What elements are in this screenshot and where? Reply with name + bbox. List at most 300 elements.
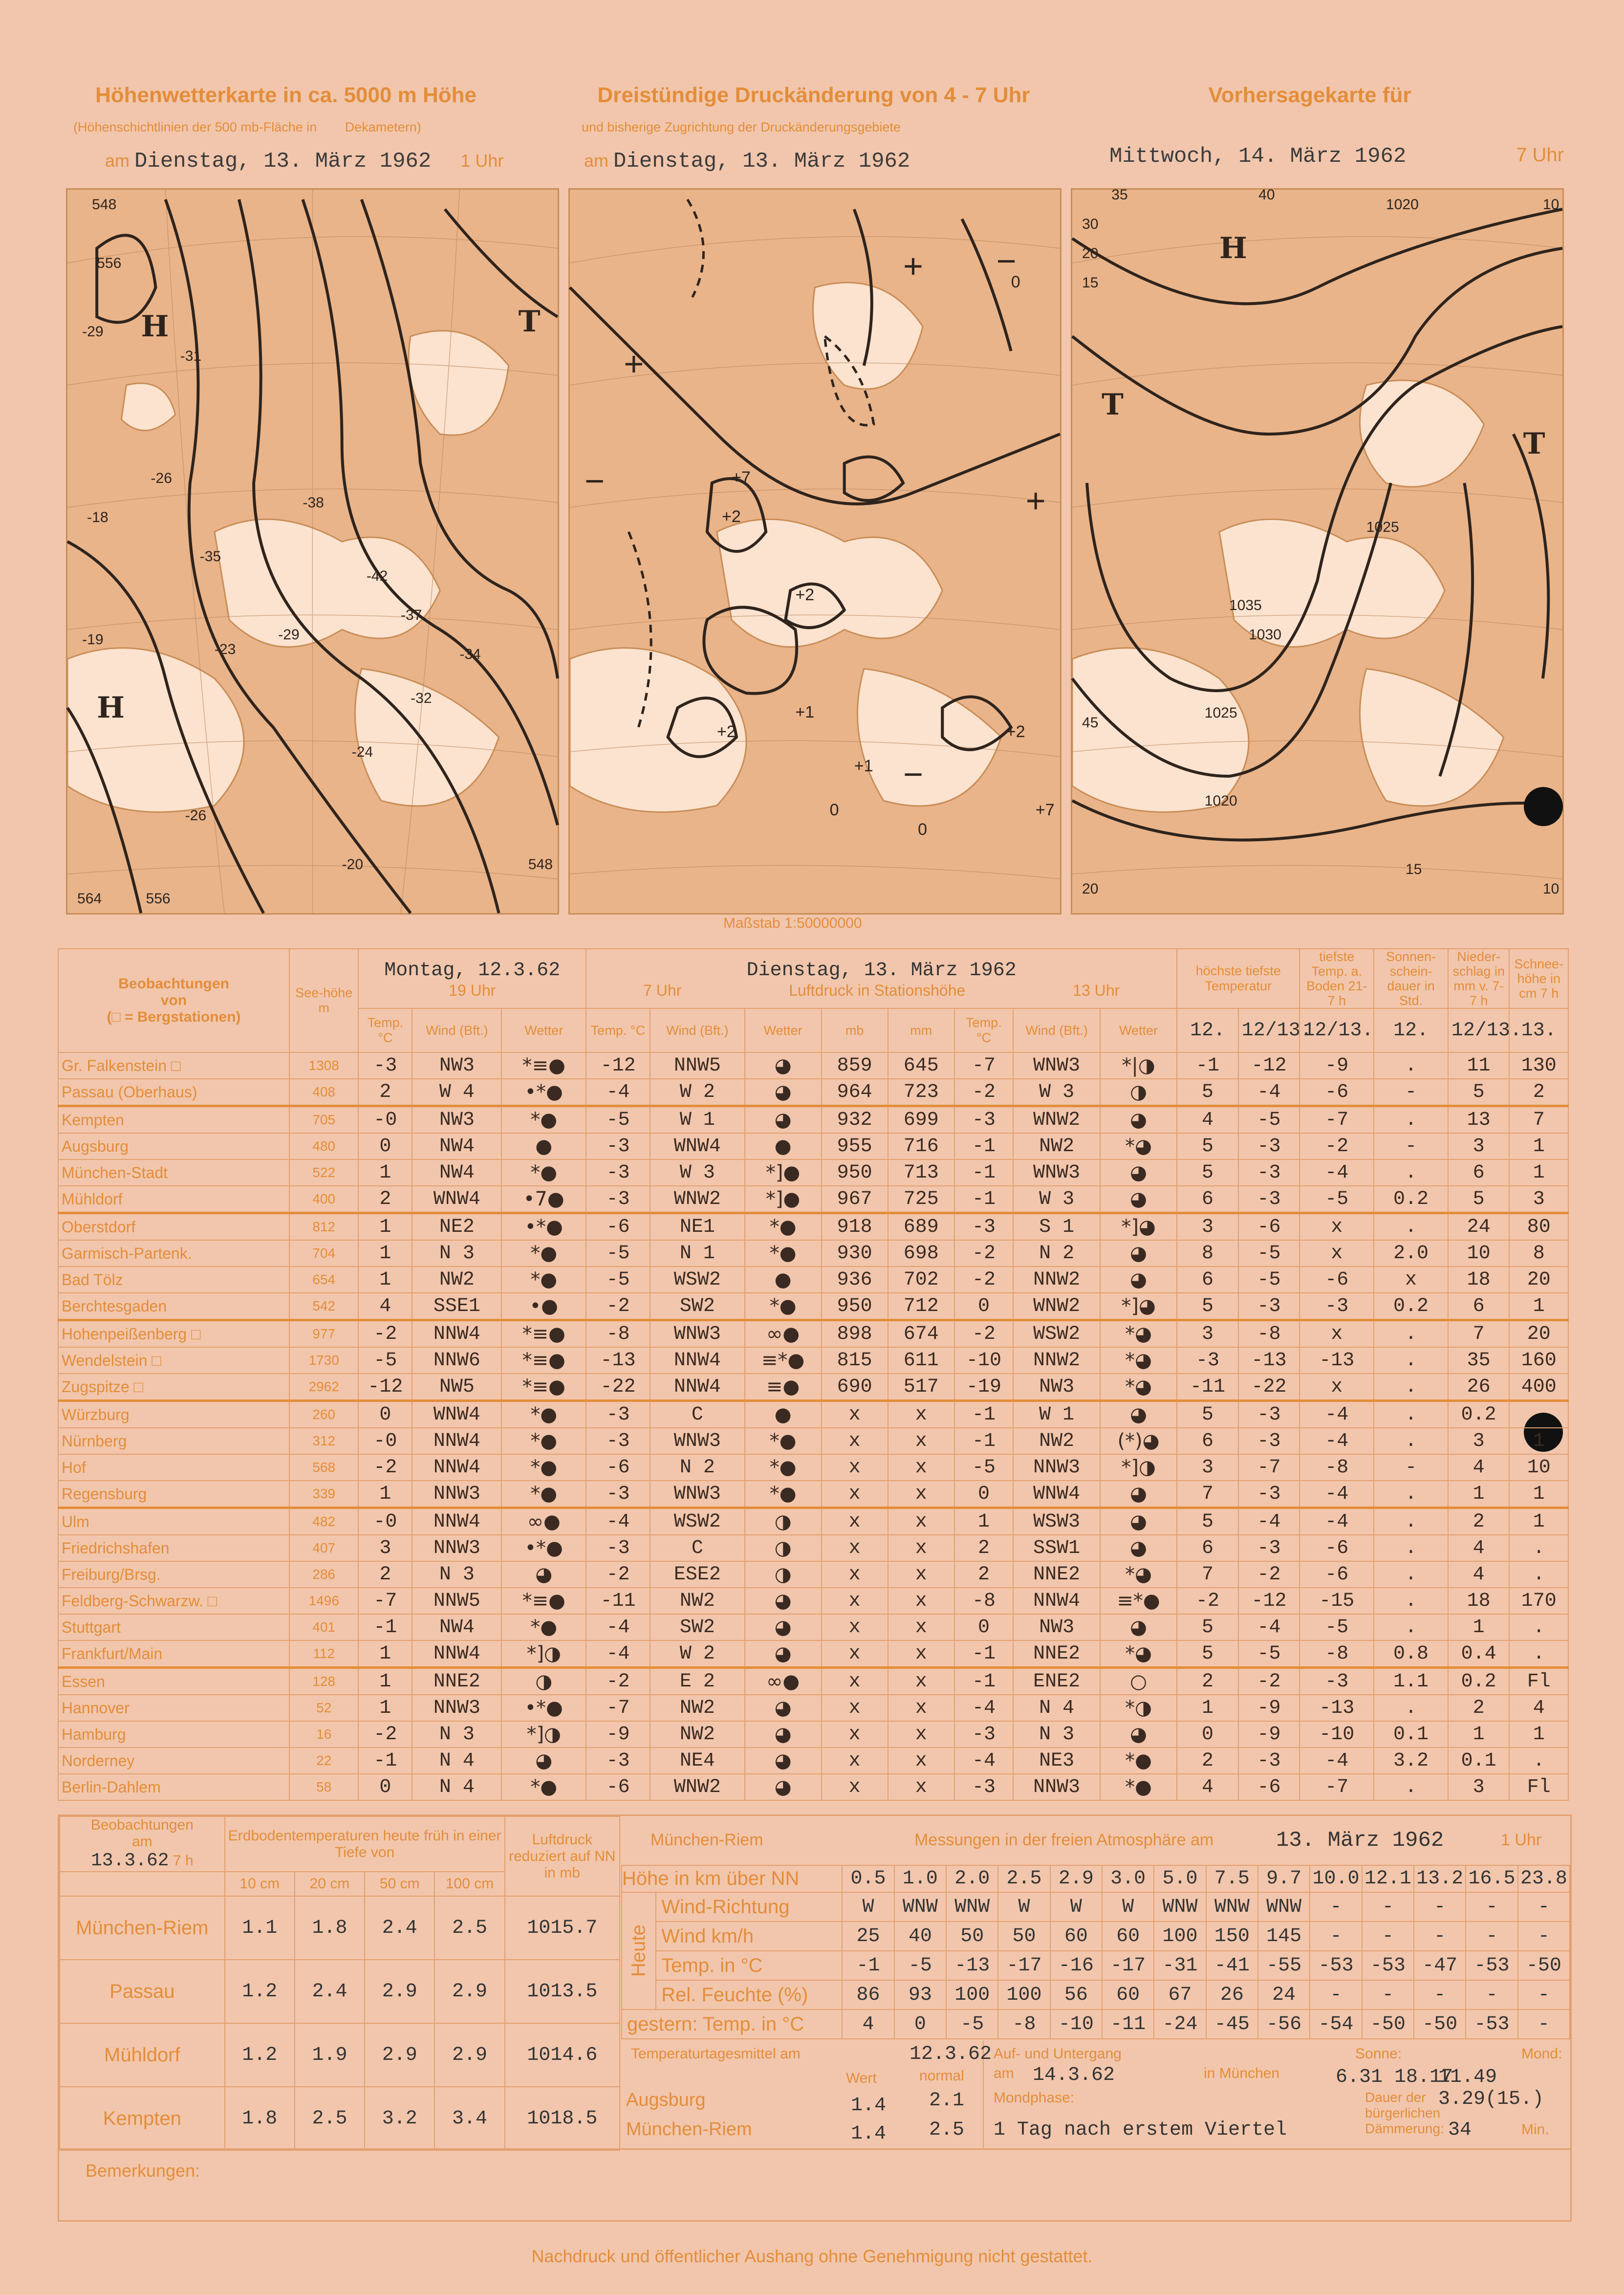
station-son: x	[1374, 1267, 1448, 1293]
ua-height: 2.9	[1050, 1865, 1102, 1892]
station-p2: x	[888, 1614, 954, 1640]
upper-air-title: Messungen in der freien Atmosphäre am	[914, 1831, 1214, 1849]
station-x3: *◕	[1100, 1133, 1177, 1159]
station-bod: -7	[1299, 1106, 1374, 1134]
station-x2: ◑	[745, 1561, 822, 1588]
station-t2: -7	[586, 1695, 650, 1721]
station-nie: 1	[1448, 1614, 1510, 1640]
station-sch: .	[1509, 1748, 1568, 1774]
station-t1: 1	[358, 1668, 412, 1695]
ua-value: -11	[1102, 2010, 1154, 2039]
svg-text:564: 564	[77, 891, 102, 907]
station-row	[58, 1561, 1568, 1588]
station-name: Hannover	[58, 1695, 289, 1721]
station-w2: NW2	[650, 1588, 745, 1614]
ua-value: 150	[1206, 1922, 1258, 1951]
station-t1: -2	[358, 1721, 412, 1748]
station-t1: 1	[358, 1640, 412, 1668]
station-sch: 400	[1509, 1374, 1568, 1401]
station-t1: -7	[358, 1588, 412, 1614]
station-x2: ◕	[745, 1614, 822, 1640]
soil-luft-title: Luftdruck reduziert auf NN in mb	[509, 1831, 616, 1881]
station-min: -12	[1238, 1588, 1300, 1614]
station-x3: *|◑	[1100, 1052, 1177, 1079]
station-w1: N 3	[412, 1721, 501, 1748]
tagesmittel-box	[621, 2041, 992, 2148]
station-nie: 24	[1448, 1213, 1510, 1241]
tagesmittel-date: 12.3.62	[909, 2043, 992, 2065]
ua-value: -54	[1310, 2010, 1362, 2039]
station-w3: NNW4	[1013, 1588, 1100, 1614]
station-w1: N 3	[412, 1240, 501, 1267]
station-name: Essen	[58, 1668, 289, 1695]
station-sch: 170	[1509, 1588, 1568, 1614]
station-max: 5	[1177, 1159, 1238, 1186]
station-bod: -6	[1299, 1535, 1374, 1561]
station-t3: -10	[954, 1347, 1013, 1374]
station-x2: ◕	[745, 1079, 822, 1106]
station-bod: x	[1299, 1320, 1374, 1348]
station-x2: ◑	[745, 1535, 822, 1561]
station-h: 407	[289, 1535, 358, 1561]
soil-station: Mühldorf	[60, 2023, 225, 2087]
station-w1: N 3	[412, 1561, 501, 1588]
station-w1: NNW4	[412, 1640, 501, 1668]
soil-date: 13.3.62	[90, 1850, 169, 1871]
station-row	[58, 1588, 1568, 1614]
soil-temp: 2.9	[434, 1960, 504, 2023]
station-max: 5	[1177, 1133, 1238, 1159]
ua-value: 60	[1050, 1922, 1102, 1951]
station-row	[58, 1481, 1568, 1508]
station-p1: x	[822, 1401, 888, 1428]
station-min: -5	[1238, 1267, 1300, 1293]
station-min: -22	[1238, 1374, 1300, 1401]
svg-text:20: 20	[1082, 245, 1099, 262]
station-son: .	[1374, 1774, 1448, 1800]
station-name: Gr. Falkenstein □	[58, 1052, 289, 1079]
station-min: -9	[1238, 1695, 1300, 1721]
map1-title: Höhenwetterkarte in ca. 5000 m Höhe	[95, 83, 477, 107]
map1-date-line	[105, 149, 503, 174]
station-row	[58, 1428, 1568, 1454]
ua-value: WNW	[1206, 1892, 1258, 1922]
ua-value: -	[1310, 1922, 1362, 1951]
station-x3: ◕	[1100, 1535, 1177, 1561]
svg-text:556: 556	[146, 891, 171, 907]
station-w1: NW4	[412, 1614, 501, 1640]
station-row	[58, 1695, 1568, 1721]
station-max: 7	[1177, 1561, 1238, 1588]
station-bod: -6	[1299, 1079, 1374, 1106]
station-name: Berchtesgaden	[58, 1293, 289, 1320]
ua-value: -53	[1310, 1951, 1362, 1980]
station-min: -9	[1238, 1721, 1300, 1748]
station-t1: 1	[358, 1213, 412, 1241]
soil-luft-header	[505, 1816, 620, 1896]
station-w3: NNW3	[1013, 1774, 1100, 1800]
station-sch: 1	[1509, 1133, 1568, 1159]
hdr-mb: mb	[822, 1008, 888, 1052]
soil-date-line	[60, 1850, 224, 1871]
ua-height: 7.5	[1206, 1865, 1258, 1892]
station-p2: 716	[888, 1133, 954, 1159]
ua-value: -	[1362, 1922, 1414, 1951]
station-p2: x	[888, 1748, 954, 1774]
ua-value: -56	[1258, 2010, 1310, 2039]
soil-depth-50: 50 cm	[365, 1872, 434, 1896]
station-x1: *●	[501, 1481, 586, 1508]
station-x2: ◕	[745, 1695, 822, 1721]
map2-subtitle: und bisherige Zugrichtung der Druckänderungsgebiete	[582, 120, 901, 134]
station-bod: x	[1299, 1374, 1374, 1401]
hdr-temp-1: Temp. °C	[358, 1008, 412, 1052]
ua-row-label: Wind-Richtung	[656, 1892, 842, 1922]
station-t3: -1	[954, 1159, 1013, 1186]
station-row	[58, 1293, 1568, 1320]
station-w1: SSE1	[412, 1293, 501, 1320]
station-bod: -4	[1299, 1481, 1374, 1508]
station-x3: ◕	[1100, 1106, 1177, 1134]
ua-value: -	[1310, 1980, 1362, 2010]
station-min: -3	[1238, 1186, 1300, 1213]
tagesmittel-riem-wert: 1.4	[851, 2123, 887, 2145]
svg-text:+7: +7	[1035, 801, 1055, 819]
station-w3: NW3	[1013, 1614, 1100, 1640]
station-t3: -7	[954, 1052, 1013, 1079]
tagesmittel-normal-hdr: normal	[919, 2068, 964, 2084]
ua-row	[622, 1922, 1570, 1951]
station-row	[58, 1186, 1568, 1213]
station-h: 401	[289, 1614, 358, 1640]
station-x2: *●	[745, 1454, 822, 1481]
station-t2: -2	[586, 1293, 650, 1320]
station-bod: -5	[1299, 1614, 1374, 1640]
station-w2: W 1	[650, 1106, 745, 1134]
station-w1: WNW4	[412, 1186, 501, 1213]
station-name: Ulm	[58, 1508, 289, 1535]
header-stations	[58, 949, 289, 1052]
station-name: Hamburg	[58, 1721, 289, 1748]
station-t2: -6	[586, 1774, 650, 1800]
station-row	[58, 1454, 1568, 1481]
ua-value: WNW	[946, 1892, 998, 1922]
station-x2: ≡●	[745, 1374, 822, 1401]
station-min: -5	[1238, 1640, 1300, 1668]
hdr-d13: 13.	[1509, 1008, 1568, 1052]
hdr-mm: mm	[888, 1008, 954, 1052]
soil-blank	[60, 1872, 225, 1896]
station-nie: 2	[1448, 1508, 1510, 1535]
hdr-von: von	[160, 992, 187, 1008]
station-name: Mühldorf	[58, 1186, 289, 1213]
station-p1: 898	[822, 1320, 888, 1348]
ua-value: -	[1362, 1892, 1414, 1922]
soil-erd-title: Erdbodentemperaturen heute früh in einer Tiefe von	[228, 1827, 501, 1860]
header-seehoehe	[289, 949, 358, 1052]
station-nie: 13	[1448, 1106, 1510, 1134]
station-w2: WNW4	[650, 1133, 745, 1159]
station-son: .	[1374, 1695, 1448, 1721]
station-row	[58, 1052, 1568, 1079]
station-nie: 35	[1448, 1347, 1510, 1374]
ua-height: 16.5	[1466, 1865, 1517, 1892]
station-p2: x	[888, 1454, 954, 1481]
station-p1: 936	[822, 1267, 888, 1293]
map3-time: 7 Uhr	[1516, 144, 1564, 166]
station-w2: C	[650, 1535, 745, 1561]
station-w1: NNW4	[412, 1428, 501, 1454]
station-p1: x	[822, 1640, 888, 1668]
soil-temp: 2.5	[295, 2087, 365, 2150]
station-max: 4	[1177, 1774, 1238, 1800]
station-t1: -2	[358, 1320, 412, 1348]
station-w3: N 2	[1013, 1240, 1100, 1267]
station-x2: ●	[745, 1267, 822, 1293]
svg-text:H: H	[97, 691, 125, 725]
station-t1: 1	[358, 1267, 412, 1293]
ua-row-label: Rel. Feuchte (%)	[656, 1980, 842, 2010]
map1-date: Dienstag, 13. März 1962	[134, 149, 432, 174]
station-x1: ◑	[501, 1668, 586, 1695]
station-x2: *●	[745, 1293, 822, 1320]
station-x1: •*●	[501, 1079, 586, 1106]
svg-text:H: H	[1219, 231, 1247, 265]
station-x3: ◕	[1100, 1614, 1177, 1640]
station-sch: 8	[1509, 1240, 1568, 1267]
station-t3: -2	[954, 1267, 1013, 1293]
station-min: -5	[1238, 1240, 1300, 1267]
soil-row	[60, 1896, 620, 1960]
station-h: 52	[289, 1695, 358, 1721]
station-name: Feldberg-Schwarzw. □	[58, 1588, 289, 1614]
station-w2: NE4	[650, 1748, 745, 1774]
station-t2: -3	[586, 1186, 650, 1213]
station-w3: NW2	[1013, 1133, 1100, 1159]
svg-text:1025: 1025	[1366, 519, 1399, 535]
punch-hole	[1524, 787, 1563, 826]
map1-subtitle	[73, 120, 562, 135]
ua-row	[622, 1951, 1570, 1980]
soil-temp: 1.1	[225, 1896, 295, 1960]
station-t1: 2	[358, 1561, 412, 1588]
soil-pressure: 1013.5	[505, 1960, 620, 2023]
station-son: .	[1374, 1588, 1448, 1614]
ua-heute-label: Heute	[622, 1892, 656, 2010]
station-sch: 1	[1509, 1721, 1568, 1748]
station-h: 286	[289, 1561, 358, 1588]
ua-value: -5	[946, 2010, 998, 2039]
station-x3: *◕	[1100, 1374, 1177, 1401]
station-son: .	[1374, 1508, 1448, 1535]
header-tuesday	[586, 949, 1177, 1008]
station-min: -8	[1238, 1320, 1300, 1348]
svg-text:-29: -29	[278, 627, 300, 643]
station-son: 0.8	[1374, 1640, 1448, 1668]
hdr-seehoehe: See-höhe	[295, 985, 353, 1000]
ua-value: -1	[842, 1951, 894, 1980]
station-sch: Fl	[1509, 1668, 1568, 1695]
station-nie: 7	[1448, 1320, 1510, 1348]
station-x1: •●	[501, 1293, 586, 1320]
svg-text:T: T	[518, 305, 541, 339]
station-w3: WNW3	[1013, 1159, 1100, 1186]
station-x3: ◕	[1100, 1186, 1177, 1213]
ua-value: -10	[1050, 2010, 1102, 2039]
station-son: .	[1374, 1320, 1448, 1348]
hdr-temp-2: Temp. °C	[586, 1008, 650, 1052]
ua-value: -	[1518, 1980, 1570, 2010]
ua-height: 13.2	[1414, 1865, 1466, 1892]
station-name: Stuttgart	[58, 1614, 289, 1640]
ua-height: 9.7	[1258, 1865, 1310, 1892]
forecast-map	[1071, 188, 1564, 915]
soil-station: Passau	[60, 1960, 225, 2023]
tagesmittel-riem-normal: 2.5	[929, 2119, 965, 2141]
pressure-change-map	[568, 188, 1061, 915]
station-x3: ◕	[1100, 1401, 1177, 1428]
moon-label: Mond:	[1521, 2046, 1562, 2062]
station-w2: NNW4	[650, 1347, 745, 1374]
station-w2: N 1	[650, 1240, 745, 1267]
station-w3: WNW2	[1013, 1293, 1100, 1320]
ua-height: 5.0	[1154, 1865, 1206, 1892]
svg-text:+2: +2	[721, 507, 741, 526]
station-row	[58, 1640, 1568, 1668]
station-x2: ◕	[745, 1748, 822, 1774]
station-w2: W 2	[650, 1079, 745, 1106]
svg-text:0: 0	[918, 820, 928, 839]
hdr-d1213c: 12/13.	[1448, 1008, 1510, 1052]
station-row	[58, 1106, 1568, 1134]
station-t3: -3	[954, 1213, 1013, 1241]
hdr-wetter-2: Wetter	[745, 1008, 822, 1052]
station-w3: WNW3	[1013, 1052, 1100, 1079]
ua-value: 4	[842, 2010, 894, 2039]
soil-pressure: 1014.6	[505, 2023, 620, 2087]
ua-value: -	[1466, 1892, 1517, 1922]
station-max: 5	[1177, 1640, 1238, 1668]
station-h: 312	[289, 1428, 358, 1454]
station-bod: -8	[1299, 1640, 1374, 1668]
station-h: 522	[289, 1159, 358, 1186]
station-t2: -5	[586, 1267, 650, 1293]
ua-value: 50	[946, 1922, 998, 1951]
ua-value: -5	[894, 1951, 946, 1980]
hdr-hoechste: höchste tiefste	[1195, 963, 1281, 978]
station-x2: ●	[745, 1133, 822, 1159]
ua-value: WNW	[894, 1892, 946, 1922]
soil-rows	[60, 1896, 620, 2150]
station-t1: -2	[358, 1454, 412, 1481]
upper-air-station: München-Riem	[650, 1831, 763, 1849]
station-bod: -10	[1299, 1721, 1374, 1748]
map-scale: Maßstab 1:50000000	[723, 915, 862, 931]
remarks-box	[58, 2147, 1572, 2222]
station-w3: N 4	[1013, 1695, 1100, 1721]
station-t3: -2	[954, 1079, 1013, 1106]
station-x2: ∞●	[745, 1320, 822, 1348]
station-p1: 815	[822, 1347, 888, 1374]
station-sch: .	[1509, 1535, 1568, 1561]
station-t1: 0	[358, 1133, 412, 1159]
station-t3: -19	[954, 1374, 1013, 1401]
station-h: 408	[289, 1079, 358, 1106]
station-name: Zugspitze □	[58, 1374, 289, 1401]
station-bod: -8	[1299, 1454, 1374, 1481]
daemmerung-label: Dauer der bürgerlichen Dämmerung:	[1365, 2090, 1444, 2136]
hdr-die-times	[589, 982, 1173, 1000]
station-h: 704	[289, 1240, 358, 1267]
station-row	[58, 1721, 1568, 1748]
station-t2: -3	[586, 1481, 650, 1508]
station-h: 400	[289, 1186, 358, 1213]
svg-text:+2: +2	[716, 722, 736, 741]
station-x3: ◕	[1100, 1481, 1177, 1508]
station-sch: .	[1509, 1614, 1568, 1640]
station-p1: x	[822, 1481, 888, 1508]
station-p2: x	[888, 1508, 954, 1535]
map2-date: Dienstag, 13. März 1962	[613, 149, 910, 174]
soil-temp: 1.9	[295, 2023, 365, 2087]
station-name: Oberstdorf	[58, 1213, 289, 1241]
station-sch: 3	[1509, 1186, 1568, 1213]
station-son: .	[1374, 1159, 1448, 1186]
station-son: -	[1374, 1079, 1448, 1106]
map2-date-line	[584, 149, 910, 174]
station-son: .	[1374, 1535, 1448, 1561]
station-x3: ≡*●	[1100, 1588, 1177, 1614]
station-son: .	[1374, 1106, 1448, 1134]
station-t1: 4	[358, 1293, 412, 1320]
station-son: .	[1374, 1052, 1448, 1079]
lower-section	[58, 1814, 1572, 2150]
station-nie: 11	[1448, 1052, 1510, 1079]
ua-value: W	[1050, 1892, 1102, 1922]
soil-station: Kempten	[60, 2087, 225, 2150]
sun-am: am	[994, 2065, 1014, 2081]
station-t1: 0	[358, 1774, 412, 1800]
station-nie: 18	[1448, 1267, 1510, 1293]
daemmerung-value: 34	[1448, 2119, 1472, 2141]
hdr-die-7: 7 Uhr	[643, 981, 682, 999]
ua-value: 56	[1050, 1980, 1102, 2010]
soil-depth-10: 10 cm	[225, 1872, 295, 1896]
soil-temp: 2.5	[434, 1896, 504, 1960]
ua-value: WNW	[1258, 1892, 1310, 1922]
station-row	[58, 1508, 1568, 1535]
station-nie: 6	[1448, 1293, 1510, 1320]
station-x1: *●	[501, 1106, 586, 1134]
station-max: 3	[1177, 1320, 1238, 1348]
soil-temp: 1.8	[295, 1896, 365, 1960]
svg-text:-19: -19	[82, 632, 104, 648]
ua-row-label: gestern: Temp. in °C	[622, 2010, 842, 2039]
ua-height: 23.8	[1518, 1865, 1570, 1892]
station-min: -3	[1238, 1159, 1300, 1186]
station-p2: x	[888, 1721, 954, 1748]
station-p1: x	[822, 1508, 888, 1535]
station-nie: 5	[1448, 1186, 1510, 1213]
moon-times: 11.49 3.29(15.)	[1438, 2066, 1544, 2110]
station-x1: •7●	[501, 1186, 586, 1213]
station-w3: N 3	[1013, 1721, 1100, 1748]
station-t3: -4	[954, 1695, 1013, 1721]
station-w3: NW3	[1013, 1374, 1100, 1401]
station-x1: *●	[501, 1240, 586, 1267]
ua-value: -17	[998, 1951, 1050, 1980]
station-x1: ∞●	[501, 1508, 586, 1535]
